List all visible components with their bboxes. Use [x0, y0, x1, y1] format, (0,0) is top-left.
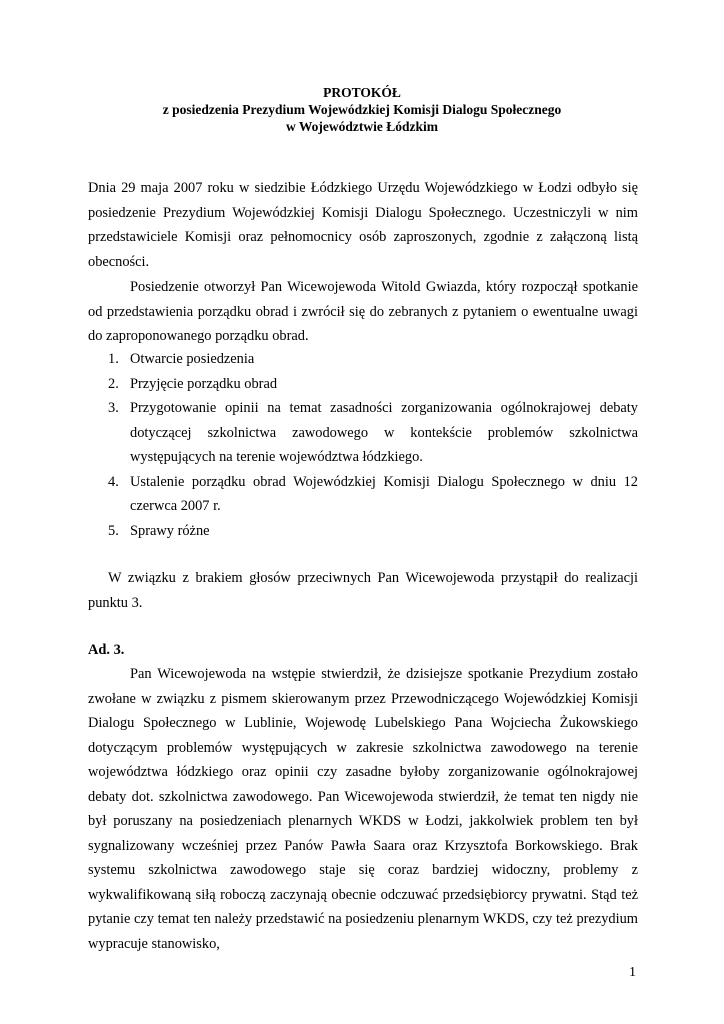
- agenda-item-number: 4.: [108, 473, 119, 490]
- agenda-item: [88, 347, 638, 372]
- document-subtitle-line1: z posiedzenia Prezydium Wojewódzkiej Komisji Dialogu Społecznego: [162, 102, 562, 117]
- document-title: PROTOKÓŁ: [323, 85, 401, 100]
- agenda-item-text: Przygotowanie opinii na temat zasadności zorganizowania ogólnokrajowej debaty dotyczącej szkolnictwa zawodowego w kontekście problemów szkolnictwa występujących na terenie województwa łódzkiego.: [130, 400, 638, 465]
- agenda-item-text: Przyjęcie porządku obrad: [130, 375, 278, 392]
- agenda-item-text: Otwarcie posiedzenia: [130, 351, 255, 367]
- document-subtitle-line2: w Województwie Łódzkim: [286, 119, 438, 134]
- agenda-list: [88, 347, 638, 543]
- document-header: [0, 84, 724, 135]
- page-number: 1: [629, 965, 636, 980]
- agenda-item-text: Ustalenie porządku obrad Wojewódzkiej Komisji Dialogu Społecznego w dniu 12 czerwca 2007 r.: [130, 473, 638, 514]
- opening-paragraph: Posiedzenie otworzył Pan Wicewojewoda Witold Gwiazda, który rozpoczął spotkanie od przedstawienia porządku obrad i zwrócił się do zebranych z pytaniem o ewentualne uwagi do zaproponowanego porządku obrad.: [88, 279, 638, 344]
- section-heading: Ad. 3.: [88, 642, 125, 658]
- agenda-item-text: Sprawy różne: [130, 522, 210, 539]
- agenda-item: [88, 470, 638, 519]
- agenda-item-number: 5.: [108, 522, 119, 539]
- intro-paragraph: Dnia 29 maja 2007 roku w siedzibie Łódzkiego Urzędu Wojewódzkiego w Łodzi odbyło się posiedzenie Prezydium Wojewódzkiej Komisji Dialogu Społecznego. Uczestniczyli w nim przedstawiciele Komisji oraz pełnomocnicy osób zaproszonych, zgodnie z załączoną listą obecności.: [88, 180, 638, 270]
- agenda-item-number: 1.: [108, 351, 119, 367]
- section-paragraph: Pan Wicewojewoda na wstępie stwierdził, że dzisiejsze spotkanie Prezydium zostało zwołane w związku z pismem skierowanym przez Przewodniczącego Wojewódzkiej Komisji Dialogu Społecznego w Lublinie, Wojewodę Lubelskiego Pana Wojciecha Żukowskiego dotyczącym problemów występujących w zakresie szkolnictwa zawodowego na terenie województwa łódzkiego oraz opinii czy zasadne byłoby zorganizowanie ogólnokrajowej debaty dot. szkolnictwa zawodowego. Pan Wicewojewoda stwierdził, że temat ten nigdy nie był poruszany na posiedzeniach plenarnych WKDS w Łodzi, jakkolwiek problem ten był sygnalizowany wcześniej przez Panów Pawła Saara oraz Krzysztofa Borkowskiego. Brak systemu szkolnictwa zawodowego staje się coraz bardziej widoczny, problemy z wykwalifikowaną siłą roboczą zaczynają obecnie odczuwać przedsiębiorcy prywatni. Stąd też pytanie czy temat ten należy przedstawić na posiedzeniu plenarnym WKDS, czy też prezydium wypracuje stanowisko,: [88, 666, 638, 952]
- agenda-item: [88, 396, 638, 470]
- agenda-item-number: 3.: [108, 400, 119, 416]
- transition-paragraph: W związku z brakiem głosów przeciwnych Pan Wicewojewoda przystąpił do realizacji punktu 3.: [88, 570, 638, 611]
- agenda-item-number: 2.: [108, 375, 119, 392]
- agenda-item: [88, 519, 638, 544]
- agenda-item: [88, 372, 638, 397]
